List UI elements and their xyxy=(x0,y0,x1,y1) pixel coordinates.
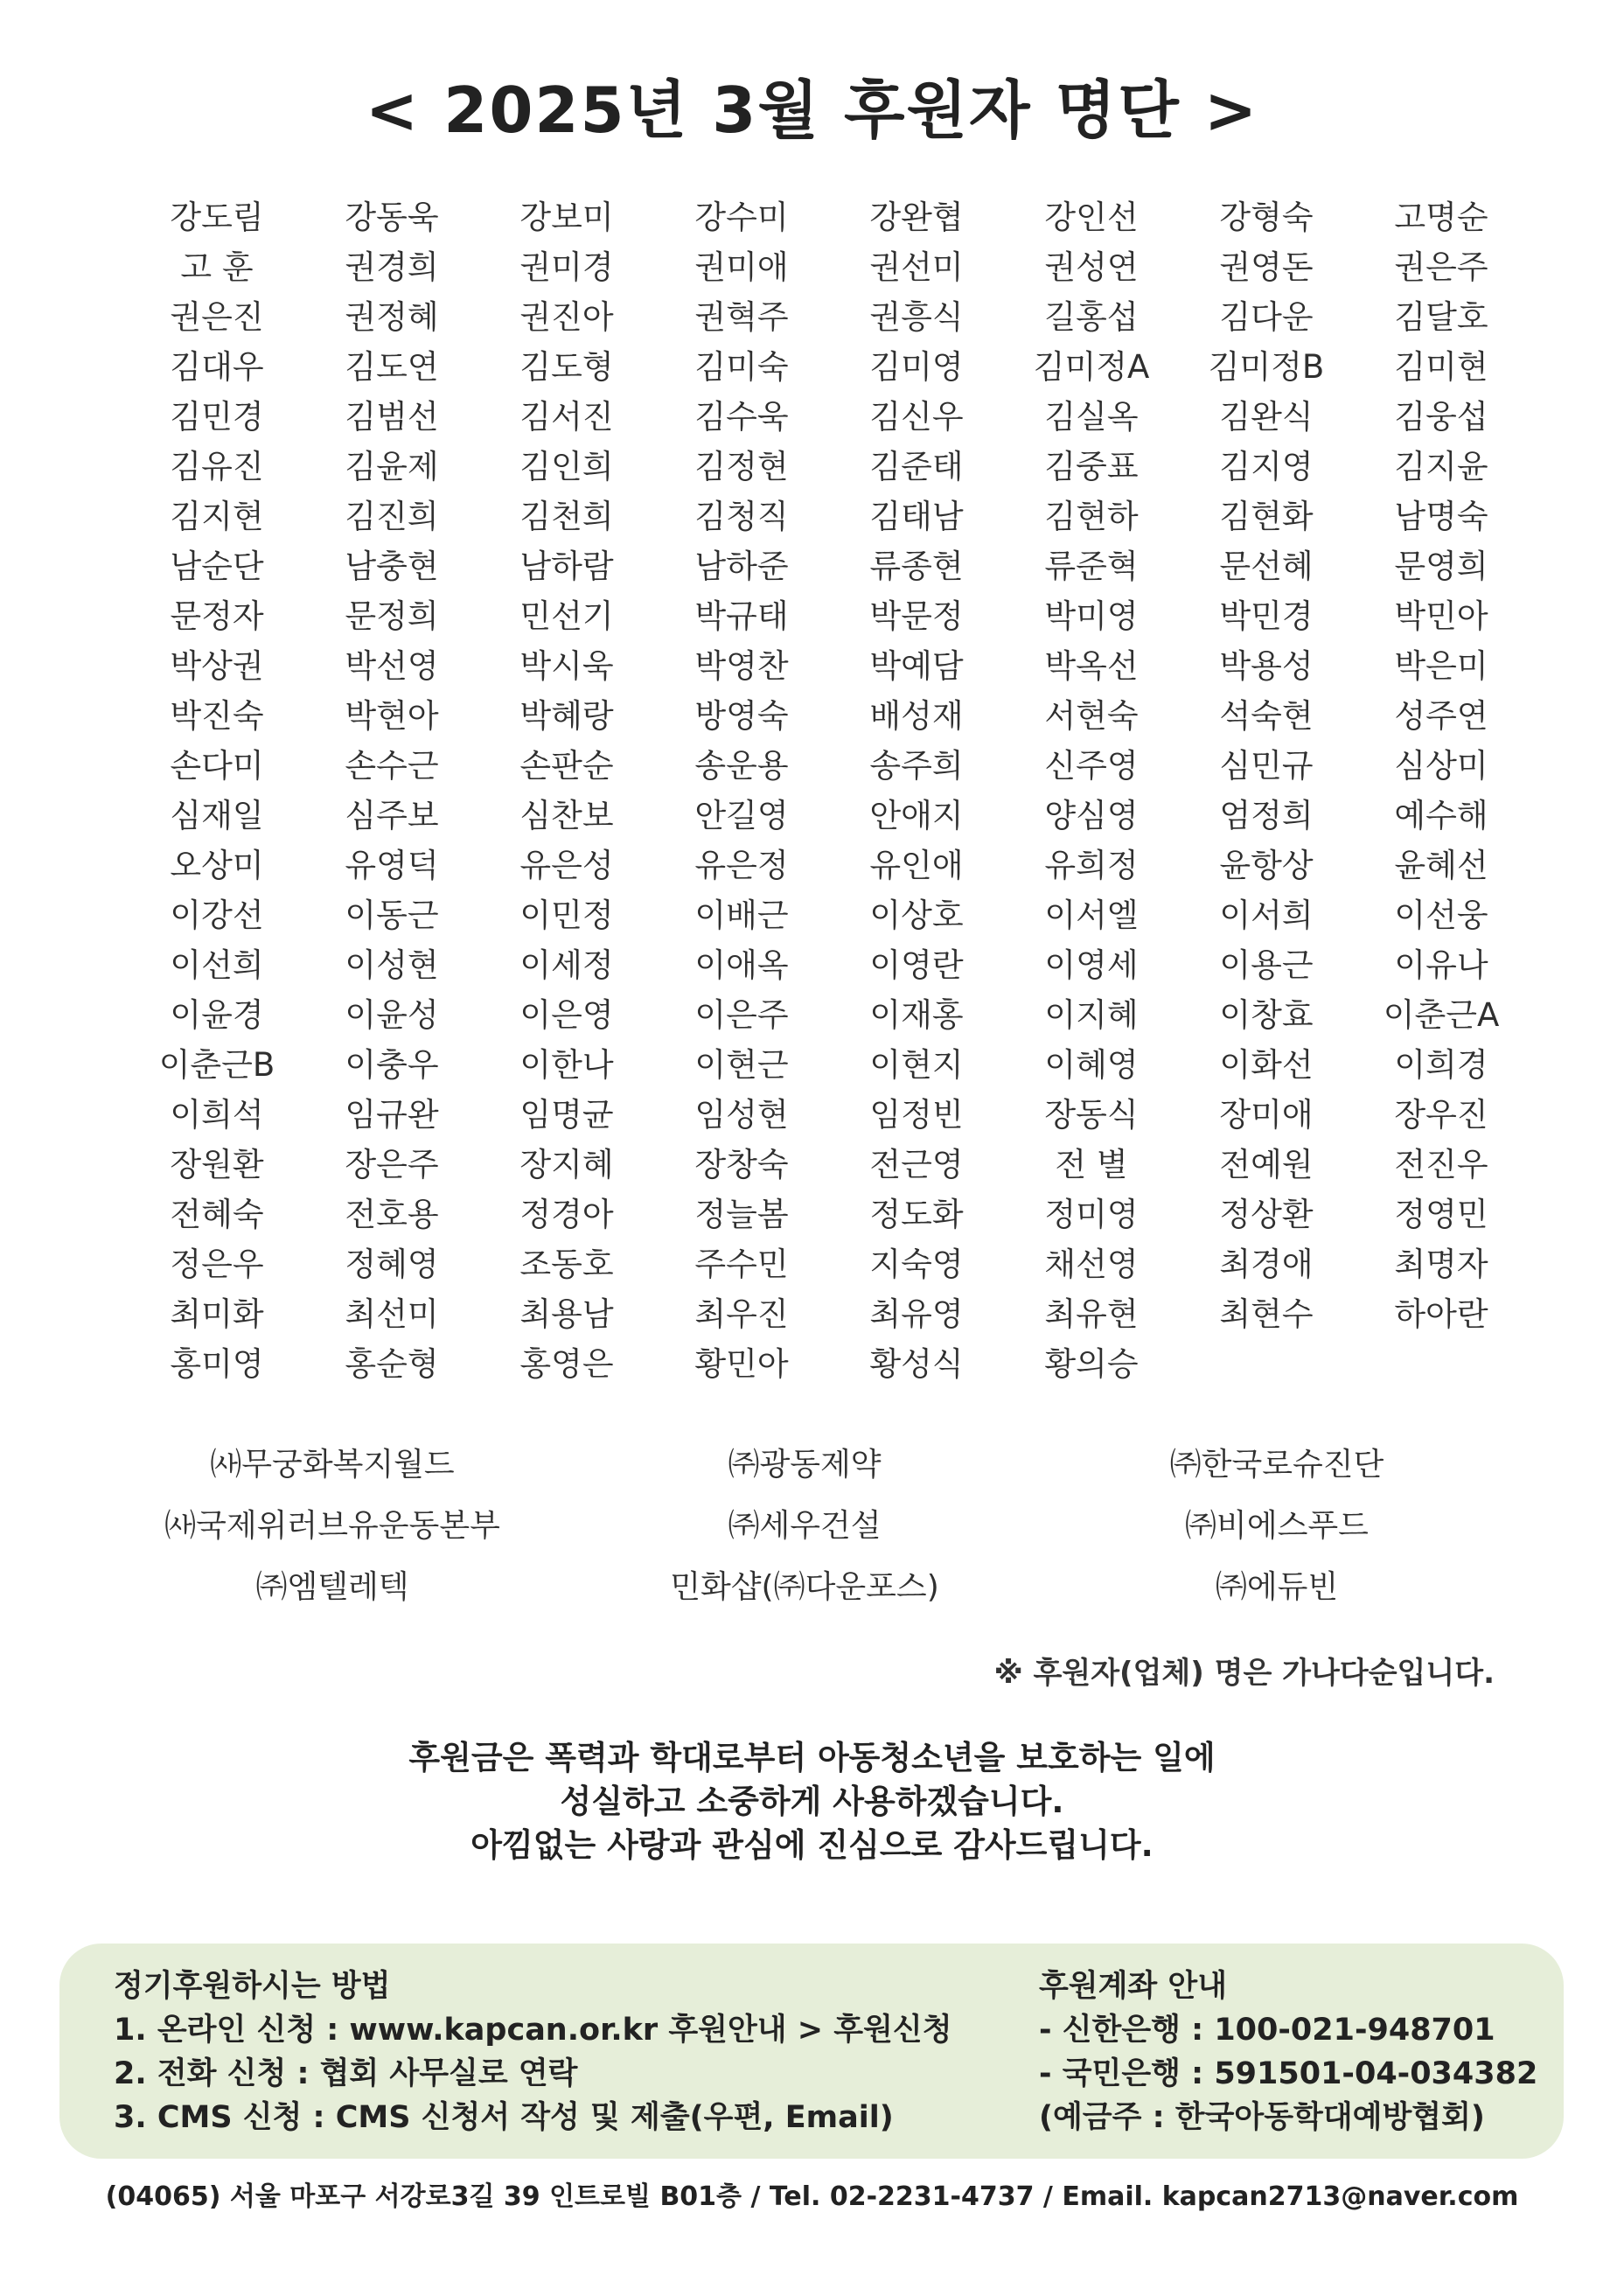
donor-name: 김윤제 xyxy=(345,448,439,485)
donor-name: 박옥선 xyxy=(1044,647,1139,685)
page-title: < 2025년 3월 후원자 명단 > xyxy=(365,73,1259,147)
donor-name: 안길영 xyxy=(694,797,789,834)
donation-info-box xyxy=(59,1944,1564,2159)
donor-name: 권정혜 xyxy=(345,298,439,336)
donor-name: 정은우 xyxy=(170,1246,264,1283)
donor-name: 심상미 xyxy=(1394,747,1488,785)
donor-name: 임성현 xyxy=(694,1096,789,1134)
donor-name: 이배근 xyxy=(694,897,789,934)
donor-name: 홍영은 xyxy=(519,1345,614,1383)
donor-name: 이윤경 xyxy=(170,996,264,1034)
organization-name: ㈜한국로슈진단 xyxy=(1169,1447,1384,1483)
donor-name: 박은미 xyxy=(1394,647,1488,685)
donor-name: 김웅섭 xyxy=(1394,398,1488,436)
donor-name: 전예원 xyxy=(1219,1146,1314,1183)
donor-name: 유은성 xyxy=(519,847,614,884)
donor-name: 권흥식 xyxy=(869,298,964,336)
donor-name: 권은진 xyxy=(170,298,264,336)
donor-name: 정영민 xyxy=(1394,1196,1488,1233)
donor-name: 김서진 xyxy=(519,398,614,436)
donor-name: 이애옥 xyxy=(694,946,789,984)
donor-name: 성주연 xyxy=(1394,697,1488,735)
organization-name: ㈜비에스푸드 xyxy=(1185,1508,1369,1544)
donor-name: 김중표 xyxy=(1044,448,1139,485)
donor-name: 박예담 xyxy=(869,647,964,685)
donor-name: 남명숙 xyxy=(1394,498,1488,535)
donor-name: 정경아 xyxy=(519,1196,614,1233)
account-kookmin: - 국민은행 : 591501-04-034382 xyxy=(1039,2056,1538,2091)
donor-name: 임규완 xyxy=(345,1096,439,1134)
donor-name: 방영숙 xyxy=(694,697,789,735)
donor-name: 이현지 xyxy=(869,1046,964,1084)
organization-name: ㈜세우건설 xyxy=(728,1508,882,1544)
donor-name: 이춘근B xyxy=(158,1046,275,1084)
methods-title: 정기후원하시는 방법 xyxy=(114,1969,391,2004)
donor-name: 이유나 xyxy=(1394,946,1488,984)
donor-name: 박미영 xyxy=(1044,597,1139,635)
account-shinhan: - 신한은행 : 100-021-948701 xyxy=(1039,2013,1495,2048)
donor-name: 전진우 xyxy=(1394,1146,1488,1183)
donor-name: 김대우 xyxy=(170,348,264,386)
donor-name: 박민경 xyxy=(1219,597,1314,635)
donor-name: 최경애 xyxy=(1219,1246,1314,1283)
donor-name: 이화선 xyxy=(1219,1046,1314,1084)
donor-name: 지숙영 xyxy=(869,1246,964,1283)
donor-name: 유영덕 xyxy=(345,847,439,884)
donor-name: 박시욱 xyxy=(519,647,614,685)
donor-name: 이춘근A xyxy=(1383,996,1500,1034)
donor-name: 박상권 xyxy=(170,647,264,685)
donor-name: 김신우 xyxy=(869,398,964,436)
donor-name: 하아란 xyxy=(1394,1295,1488,1333)
donor-name: 민선기 xyxy=(519,597,614,635)
donor-name: 이영란 xyxy=(869,946,964,984)
donor-name: 최선미 xyxy=(345,1295,439,1333)
donor-name: 안애지 xyxy=(869,797,964,834)
donor-name: 최용남 xyxy=(519,1295,614,1333)
donor-name: 송운용 xyxy=(694,747,789,785)
donor-name: 이상호 xyxy=(869,897,964,934)
donor-name: 이민정 xyxy=(519,897,614,934)
donor-name: 김현하 xyxy=(1044,498,1139,535)
donor-name: 박규태 xyxy=(694,597,789,635)
account-holder: (예금주 : 한국아동학대예방협회) xyxy=(1039,2100,1485,2135)
donor-name: 고 훈 xyxy=(180,248,254,286)
method-online: 1. 온라인 신청 : www.kapcan.or.kr 후원안내 > 후원신청 xyxy=(114,2013,952,2048)
donor-name: 문선혜 xyxy=(1219,548,1314,585)
donor-name: 권진아 xyxy=(519,298,614,336)
donor-name: 이희경 xyxy=(1394,1046,1488,1084)
donor-name: 권영돈 xyxy=(1219,248,1314,286)
donor-name: 김정현 xyxy=(694,448,789,485)
donor-name: 이용근 xyxy=(1219,946,1314,984)
donor-name: 최유영 xyxy=(869,1295,964,1333)
donor-name: 강보미 xyxy=(519,199,614,236)
donor-name: 박용성 xyxy=(1219,647,1314,685)
donor-name: 김준태 xyxy=(869,448,964,485)
donor-name: 김현화 xyxy=(1219,498,1314,535)
donor-name: 이성현 xyxy=(345,946,439,984)
donation-methods xyxy=(114,1965,952,2139)
donor-name: 송주희 xyxy=(869,747,964,785)
donor-name: 박혜랑 xyxy=(519,697,614,735)
donor-name: 김다운 xyxy=(1219,298,1314,336)
donor-name: 김민경 xyxy=(170,398,264,436)
donor-name: 박영찬 xyxy=(694,647,789,685)
message-line-3: 아낌없는 사랑과 관심에 진심으로 감사드립니다. xyxy=(470,1826,1154,1864)
donor-name: 채선영 xyxy=(1044,1246,1139,1283)
donor-name: 예수해 xyxy=(1394,797,1488,834)
donor-name: 남순단 xyxy=(170,548,264,585)
donor-name: 임명균 xyxy=(519,1096,614,1134)
organization-list xyxy=(96,1434,1513,1618)
organization-name: 민화샵(㈜다운포스) xyxy=(670,1569,939,1605)
donor-name: 최현수 xyxy=(1219,1295,1314,1333)
donor-name: 이은영 xyxy=(519,996,614,1034)
donor-name: 이은주 xyxy=(694,996,789,1034)
donor-name: 김실옥 xyxy=(1044,398,1139,436)
donor-name: 장동식 xyxy=(1044,1096,1139,1134)
donor-name: 김미정B xyxy=(1208,348,1325,386)
organization-name: ㈜광동제약 xyxy=(728,1447,882,1483)
donor-name: 홍미영 xyxy=(170,1345,264,1383)
donor-name: 정미영 xyxy=(1044,1196,1139,1233)
donor-name: 김청직 xyxy=(694,498,789,535)
organization-name: ㈔국제위러브유운동본부 xyxy=(164,1508,500,1544)
donor-name: 김태남 xyxy=(869,498,964,535)
donor-name: 전호용 xyxy=(345,1196,439,1233)
donor-name: 김미숙 xyxy=(694,348,789,386)
donor-name: 류종현 xyxy=(869,548,964,585)
donor-name: 권선미 xyxy=(869,248,964,286)
donor-name: 남충현 xyxy=(345,548,439,585)
donor-name: 강인선 xyxy=(1044,199,1139,236)
donor-name: 이혜영 xyxy=(1044,1046,1139,1084)
donor-name: 김미현 xyxy=(1394,348,1488,386)
donor-name: 정도화 xyxy=(869,1196,964,1233)
donor-name: 최미화 xyxy=(170,1295,264,1333)
donor-name: 장창숙 xyxy=(694,1146,789,1183)
donor-name: 김천희 xyxy=(519,498,614,535)
donor-name: 이창효 xyxy=(1219,996,1314,1034)
donor-name: 강수미 xyxy=(694,199,789,236)
donor-name: 박현아 xyxy=(345,697,439,735)
donor-name: 장은주 xyxy=(345,1146,439,1183)
donor-name: 배성재 xyxy=(869,697,964,735)
donor-name: 권혁주 xyxy=(694,298,789,336)
donor-name: 문영희 xyxy=(1394,548,1488,585)
donor-name: 이세정 xyxy=(519,946,614,984)
donor-name: 이서희 xyxy=(1219,897,1314,934)
donor-name: 권경희 xyxy=(345,248,439,286)
donor-name: 정늘봄 xyxy=(694,1196,789,1233)
donor-name: 유인애 xyxy=(869,847,964,884)
donor-name: 이지혜 xyxy=(1044,996,1139,1034)
sort-order-note: ※ 후원자(업체) 명은 가나다순입니다. xyxy=(993,1656,1495,1691)
donor-name: 이영세 xyxy=(1044,946,1139,984)
donor-name: 장원환 xyxy=(170,1146,264,1183)
donor-name: 이강선 xyxy=(170,897,264,934)
donor-name: 장미애 xyxy=(1219,1096,1314,1134)
donor-name: 김인희 xyxy=(519,448,614,485)
donor-name: 최명자 xyxy=(1394,1246,1488,1283)
donor-name: 김달호 xyxy=(1394,298,1488,336)
donor-name: 김유진 xyxy=(170,448,264,485)
donor-name: 김지영 xyxy=(1219,448,1314,485)
account-title: 후원계좌 안내 xyxy=(1039,1969,1228,2004)
donor-name: 이윤성 xyxy=(345,996,439,1034)
donor-name: 길홍섭 xyxy=(1044,298,1139,336)
donor-name: 박선영 xyxy=(345,647,439,685)
donor-name-list xyxy=(129,192,1529,1389)
donor-name: 김지윤 xyxy=(1394,448,1488,485)
message-line-1: 후원금은 폭력과 학대로부터 아동청소년을 보호하는 일에 xyxy=(408,1739,1216,1776)
donor-name: 김지현 xyxy=(170,498,264,535)
donor-name: 임정빈 xyxy=(869,1096,964,1134)
donor-name: 권은주 xyxy=(1394,248,1488,286)
donor-name: 전 별 xyxy=(1055,1146,1128,1183)
donor-name: 이재홍 xyxy=(869,996,964,1034)
donor-name: 전혜숙 xyxy=(170,1196,264,1233)
donor-name: 남하람 xyxy=(519,548,614,585)
donor-name: 양심영 xyxy=(1044,797,1139,834)
donor-name: 김진희 xyxy=(345,498,439,535)
donor-name: 이서엘 xyxy=(1044,897,1139,934)
donation-accounts xyxy=(1039,1965,1537,2139)
message-line-2: 성실하고 소중하게 사용하겠습니다. xyxy=(560,1783,1064,1820)
donor-name: 신주영 xyxy=(1044,747,1139,785)
donor-name: 이선희 xyxy=(170,946,264,984)
donor-name: 문정자 xyxy=(170,597,264,635)
donor-name: 조동호 xyxy=(519,1246,614,1283)
donor-name: 윤혜선 xyxy=(1394,847,1488,884)
thank-you-message xyxy=(0,1736,1624,1867)
donor-name: 이선웅 xyxy=(1394,897,1488,934)
donor-name: 권미경 xyxy=(519,248,614,286)
donor-name: 정혜영 xyxy=(345,1246,439,1283)
donor-name: 심찬보 xyxy=(519,797,614,834)
donor-name: 최우진 xyxy=(694,1295,789,1333)
donor-name: 주수민 xyxy=(694,1246,789,1283)
donor-name: 유은정 xyxy=(694,847,789,884)
donor-name: 유희정 xyxy=(1044,847,1139,884)
donor-name: 황민아 xyxy=(694,1345,789,1383)
donor-name: 이한나 xyxy=(519,1046,614,1084)
footer-contact: (04065) 서울 마포구 서강로3길 39 인트로빌 B01층 / Tel. 02-2231-4737 / Email. kapcan2713@naver.com xyxy=(105,2181,1519,2212)
donor-name: 손다미 xyxy=(170,747,264,785)
donor-name: 이희석 xyxy=(170,1096,264,1134)
method-cms: 3. CMS 신청 : CMS 신청서 작성 및 제출(우편, Email) xyxy=(114,2100,894,2135)
donor-name: 석숙현 xyxy=(1219,697,1314,735)
donor-name: 홍순형 xyxy=(345,1345,439,1383)
donor-name: 강도림 xyxy=(170,199,264,236)
donor-name: 이충우 xyxy=(345,1046,439,1084)
donor-name: 김범선 xyxy=(345,398,439,436)
donor-name: 장지혜 xyxy=(519,1146,614,1183)
donor-name: 심주보 xyxy=(345,797,439,834)
donor-name: 오상미 xyxy=(170,847,264,884)
donor-name: 고명순 xyxy=(1394,199,1488,236)
donor-name: 강동욱 xyxy=(345,199,439,236)
organization-name: ㈜에듀빈 xyxy=(1215,1569,1339,1605)
donor-name: 김수욱 xyxy=(694,398,789,436)
donor-name: 서현숙 xyxy=(1044,697,1139,735)
donor-name: 김완식 xyxy=(1219,398,1314,436)
donor-name: 전근영 xyxy=(869,1146,964,1183)
donor-name: 문정희 xyxy=(345,597,439,635)
donor-name: 최유현 xyxy=(1044,1295,1139,1333)
method-phone: 2. 전화 신청 : 협회 사무실로 연락 xyxy=(114,2056,578,2091)
donor-name: 황성식 xyxy=(869,1345,964,1383)
donor-name: 박문정 xyxy=(869,597,964,635)
donor-name: 권미애 xyxy=(694,248,789,286)
donor-name: 강완협 xyxy=(869,199,964,236)
donor-name: 엄정희 xyxy=(1219,797,1314,834)
donor-name: 강형숙 xyxy=(1219,199,1314,236)
donor-name: 정상환 xyxy=(1219,1196,1314,1233)
organization-name: ㈔무궁화복지월드 xyxy=(210,1447,455,1483)
donor-name: 김도형 xyxy=(519,348,614,386)
donor-name: 류준혁 xyxy=(1044,548,1139,585)
donor-name: 이현근 xyxy=(694,1046,789,1084)
donor-name: 손판순 xyxy=(519,747,614,785)
donor-name: 장우진 xyxy=(1394,1096,1488,1134)
donor-name: 윤항상 xyxy=(1219,847,1314,884)
donor-name: 권성연 xyxy=(1044,248,1139,286)
donor-name: 심재일 xyxy=(170,797,264,834)
donor-name: 김미정A xyxy=(1033,348,1150,386)
donor-name: 김도연 xyxy=(345,348,439,386)
donor-name: 박진숙 xyxy=(170,697,264,735)
donor-name: 손수근 xyxy=(345,747,439,785)
organization-name: ㈜엠텔레텍 xyxy=(255,1569,409,1605)
donor-name: 황의승 xyxy=(1044,1345,1139,1383)
donor-name: 심민규 xyxy=(1219,747,1314,785)
donor-name: 김미영 xyxy=(869,348,964,386)
donor-name: 남하준 xyxy=(694,548,789,585)
donor-name: 박민아 xyxy=(1394,597,1488,635)
donor-name: 이동근 xyxy=(345,897,439,934)
